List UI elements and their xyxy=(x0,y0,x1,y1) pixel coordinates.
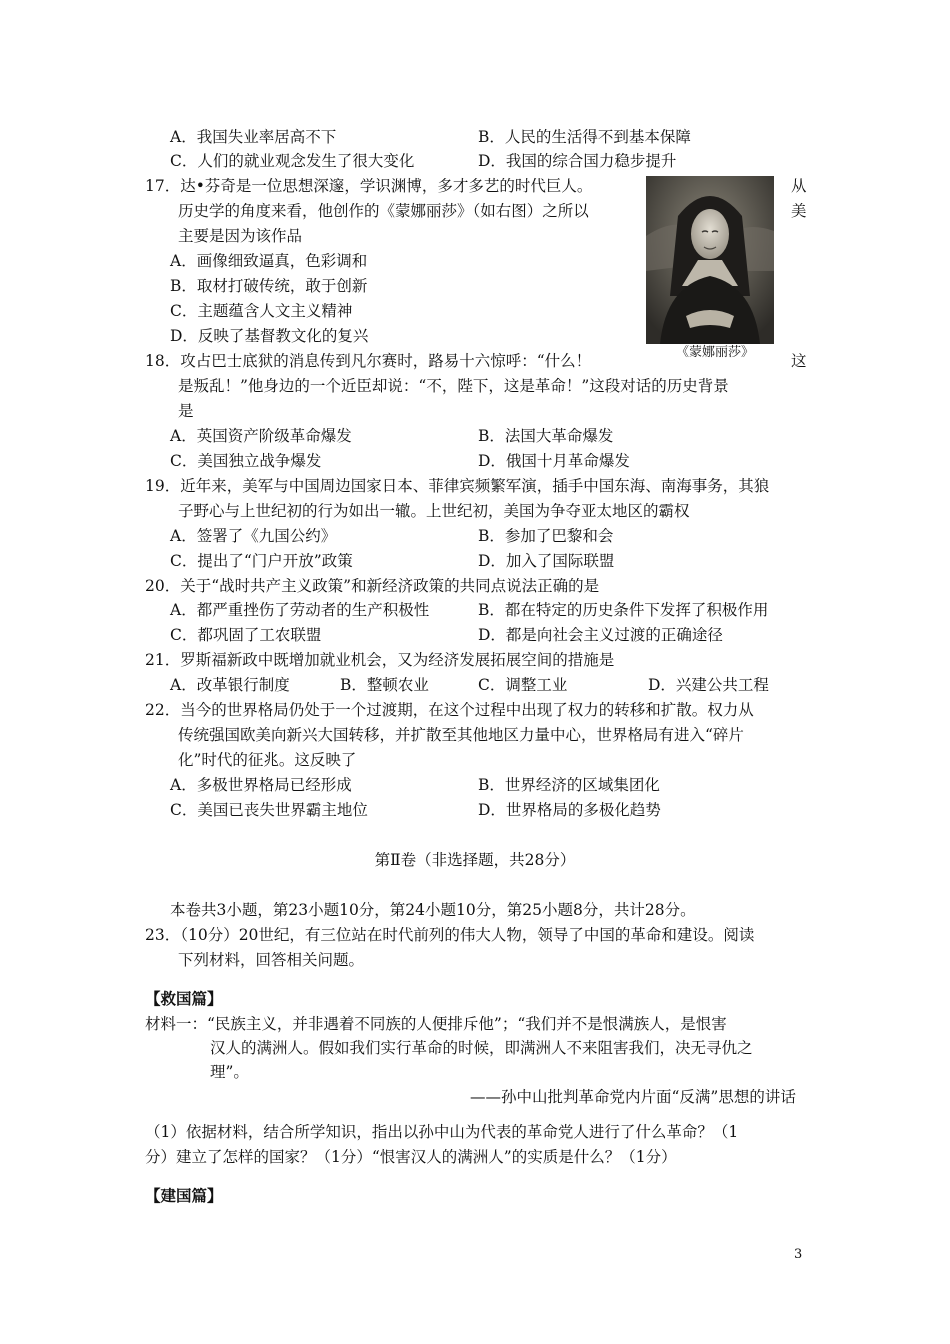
q18-option-c: C．美国独立战争爆发 xyxy=(170,452,322,470)
q19-option-c: C．提出了“门户开放”政策 xyxy=(170,552,353,570)
q17-option-b: B．取材打破传统，敢于创新 xyxy=(170,277,368,295)
q17-stem-line2: 历史学的角度来看，他创作的《蒙娜丽莎》（如右图）之所以 xyxy=(178,202,589,220)
q23-stem-line2: 下列材料，回答相关问题。 xyxy=(178,951,365,969)
q22-option-a: A．多极世界格局已经形成 xyxy=(170,776,352,794)
q20-option-a: A．都严重挫伤了劳动者的生产积极性 xyxy=(170,601,430,619)
q20-stem-line1: 20．关于“战时共产主义政策”和新经济政策的共同点说法正确的是 xyxy=(145,577,600,595)
q23-sub1-line1: （1）依据材料，结合所学知识，指出以孙中山为代表的革命党人进行了什么革命？（1 xyxy=(145,1123,739,1141)
q22-option-b: B．世界经济的区域集团化 xyxy=(478,776,660,794)
q18-stem-line2: 是叛乱！”他身边的一个近臣却说：“不，陛下，这是革命！”这段对话的历史背景 xyxy=(178,377,729,395)
q22-stem-line3: 化”时代的征兆。这反映了 xyxy=(178,751,357,769)
q19-stem-line1: 19．近年来，美军与中国周边国家日本、菲律宾频繁军演，插手中国东海、南海事务，其狼 xyxy=(145,477,770,495)
q20-option-b: B．都在特定的历史条件下发挥了积极作用 xyxy=(478,601,769,619)
part2-title: 第Ⅱ卷（非选择题，共28分） xyxy=(374,851,576,869)
q19-stem-line2: 子野心与上世纪初的行为如出一辙。上世纪初，美国为争夺亚太地区的霸权 xyxy=(178,502,690,520)
q21-option-c: C．调整工业 xyxy=(478,676,568,694)
q17-stem-line1-tail: 从 xyxy=(791,177,807,195)
q23-material1-line2: 汉人的满洲人。假如我们实行革命的时候，即满洲人不来阻害我们，决无寻仇之 xyxy=(210,1039,753,1057)
q21-stem-line1: 21．罗斯福新政中既增加就业机会，又为经济发展拓展空间的措施是 xyxy=(145,651,615,669)
q18-stem-line1-tail: 这 xyxy=(791,352,807,370)
q21-option-a: A．改革银行制度 xyxy=(170,676,290,694)
q19-option-d: D．加入了国际联盟 xyxy=(478,552,615,570)
q19-option-b: B．参加了巴黎和会 xyxy=(478,527,614,545)
q23-material1-source: ——孙中山批判革命党内片面“反满”思想的讲话 xyxy=(470,1088,796,1106)
q22-option-d: D．世界格局的多极化趋势 xyxy=(478,801,661,819)
q16-option-a: A．我国失业率居高不下 xyxy=(170,128,337,146)
q17-stem-line1: 17．达•芬奇是一位思想深邃，学识渊博，多才多艺的时代巨人。 xyxy=(145,177,593,195)
page-number: 3 xyxy=(794,1247,803,1262)
q16-option-b: B．人民的生活得不到基本保障 xyxy=(478,128,691,146)
q21-option-d: D．兴建公共工程 xyxy=(648,676,769,694)
q17-stem-line3: 主要是因为该作品 xyxy=(178,227,303,245)
q17-option-d: D．反映了基督教文化的复兴 xyxy=(170,327,369,345)
q23-material1-line1: 材料一：“民族主义，并非遇着不同族的人便排斥他”；“我们并不是恨满族人，是恨害 xyxy=(145,1015,727,1033)
q21-option-b: B．整顿农业 xyxy=(340,676,429,694)
q23-sub1-line2: 分）建立了怎样的国家？（1分）“恨害汉人的满洲人”的实质是什么？（1分） xyxy=(145,1148,677,1166)
q22-option-c: C．美国已丧失世界霸主地位 xyxy=(170,801,368,819)
q16-option-d: D．我国的综合国力稳步提升 xyxy=(478,152,677,170)
q23-section-jiuguo: 【救国篇】 xyxy=(145,989,223,1008)
q17-stem-line2-tail: 美 xyxy=(791,202,807,220)
q23-section-jianguo: 【建国篇】 xyxy=(145,1186,223,1205)
q18-option-b: B．法国大革命爆发 xyxy=(478,427,614,445)
q18-option-a: A．英国资产阶级革命爆发 xyxy=(170,427,352,445)
part2-intro: 本卷共3小题，第23小题10分，第24小题10分，第25小题8分，共计28分。 xyxy=(170,901,696,919)
q23-material1-line3: 理”。 xyxy=(210,1063,249,1081)
q18-stem-line1: 18．攻占巴士底狱的消息传到凡尔赛时，路易十六惊呼：“什么！ xyxy=(145,352,592,370)
q18-stem-line3: 是 xyxy=(178,402,194,420)
q20-option-d: D．都是向社会主义过渡的正确途径 xyxy=(478,626,723,644)
mona-lisa-image xyxy=(646,176,774,344)
q18-option-d: D．俄国十月革命爆发 xyxy=(478,452,630,470)
q19-option-a: A．签署了《九国公约》 xyxy=(170,527,337,545)
q20-option-c: C．都巩固了工农联盟 xyxy=(170,626,322,644)
q23-stem-line1: 23．（10分）20世纪，有三位站在时代前列的伟大人物，领导了中国的革命和建设。阅读 xyxy=(145,926,755,944)
q17-option-c: C．主题蕴含人文主义精神 xyxy=(170,302,353,320)
q17-option-a: A．画像细致逼真，色彩调和 xyxy=(170,252,368,270)
q22-stem-line2: 传统强国欧美向新兴大国转移，并扩散至其他地区力量中心，世界格局有进入“碎片 xyxy=(178,726,744,744)
q22-stem-line1: 22．当今的世界格局仍处于一个过渡期，在这个过程中出现了权力的转移和扩散。权力从 xyxy=(145,701,754,719)
q16-option-c: C．人们的就业观念发生了很大变化 xyxy=(170,152,415,170)
mona-lisa-caption: 《蒙娜丽莎》 xyxy=(676,345,755,360)
